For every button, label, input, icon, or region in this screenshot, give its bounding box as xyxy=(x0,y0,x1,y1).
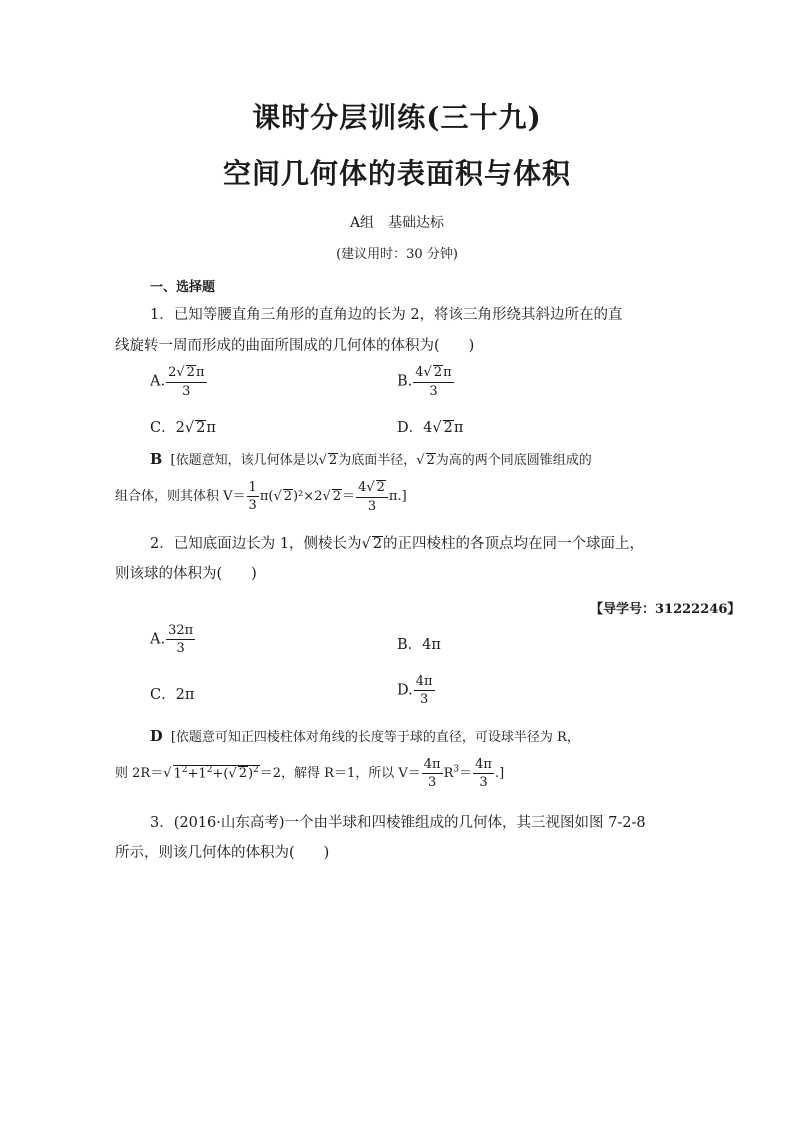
q2-option-b: B．4π xyxy=(397,637,441,653)
q2-option-c: C．2π xyxy=(150,687,195,703)
suggested-time: (建议用时：30 分钟) xyxy=(336,247,458,262)
page-title: 课时分层训练(三十九) xyxy=(252,101,542,134)
q2-line2: 则该球的体积为( ) xyxy=(115,566,257,582)
q1-answer-line2: 组合体，则其体积 V＝ $\frac{1}{3}$ π(√ 2)²×2√ 2＝ $\frac{4√ 2}{3}$ π.] xyxy=(115,479,407,514)
q1-line2: 线旋转一周而形成的曲面所围成的几何体的体积为( ) xyxy=(115,338,475,354)
q2-line1: 2．已知底面边长为 1，侧棱长为√ 2的正四棱柱的各顶点均在同一个球面上， xyxy=(150,536,645,552)
q1-option-c: C．2√ 2π xyxy=(150,420,216,436)
page-subtitle: 空间几何体的表面积与体积 xyxy=(222,157,571,190)
q1-answer-line1: B [依题意知，该几何体是以√ 2为底面半径，√ 2为高的两个同底圆锥组成的 xyxy=(150,451,592,468)
section-heading: 一、选择题 xyxy=(150,280,216,295)
q1-option-a: A. $\frac{2√ 2\pi}{3}$ xyxy=(150,365,205,399)
reference-number: 【导学号：31222246】 xyxy=(590,602,741,617)
q2-option-d: D. $\frac{4\pi}{3}$ xyxy=(397,674,433,707)
q3-line2: 所示，则该几何体的体积为( ) xyxy=(115,845,330,861)
q2-answer-line1: D [依题意可知正四棱柱体对角线的长度等于球的直径，可设球半径为 R， xyxy=(150,728,580,745)
q2-answer-line2: 则 2R＝√ $1^2+1^2+(√$ 2)$^2$＝2，解得 R＝1，所以 V＝ $\frac{4\pi}{3}$ $R^3=$ $\frac{4\pi}{3}$ .] xyxy=(115,757,505,790)
q1-option-d: D．4√ 2π xyxy=(397,420,464,436)
q1-option-b: B. $\frac{4√ 2\pi}{3}$ xyxy=(397,365,452,399)
q3-line1: 3．(2016·山东高考)一个由半球和四棱锥组成的几何体，其三视图如图 7-2-8 xyxy=(150,815,646,831)
group-label: A组 基础达标 xyxy=(349,215,445,231)
q1-line1: 1．已知等腰直角三角形的直角边的长为 2，将该三角形绕其斜边所在的直 xyxy=(150,307,623,323)
q2-option-a: A. $\frac{32\pi}{3}$ xyxy=(150,623,194,656)
